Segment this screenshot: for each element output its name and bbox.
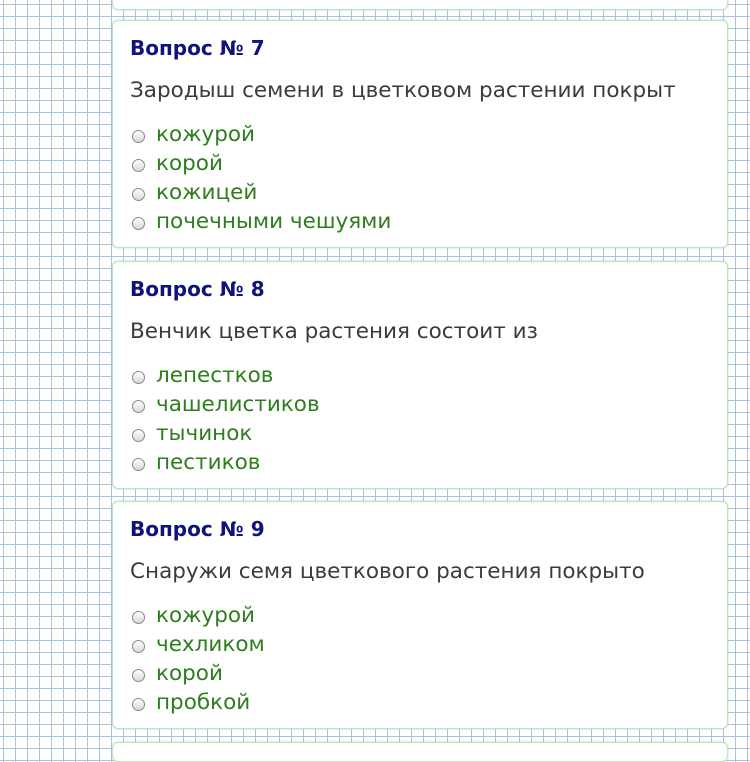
answer-option[interactable]	[132, 120, 391, 149]
previous-question-card	[112, 0, 728, 10]
radio-button-icon[interactable]	[132, 400, 145, 413]
radio-button-icon[interactable]	[132, 698, 145, 711]
question-title: Вопрос № 9	[130, 517, 265, 541]
answer-option[interactable]	[132, 361, 320, 390]
question-card-8	[112, 261, 728, 489]
answer-option-label[interactable]: пробкой	[156, 690, 251, 715]
radio-button-icon[interactable]	[132, 669, 145, 682]
radio-button-icon[interactable]	[132, 159, 145, 172]
radio-button-icon[interactable]	[132, 130, 145, 143]
question-title: Вопрос № 8	[130, 277, 265, 301]
answer-option-label[interactable]: чашелистиков	[156, 392, 320, 417]
question-title: Вопрос № 7	[130, 36, 265, 60]
answer-options	[132, 601, 265, 717]
answer-options	[132, 120, 391, 236]
answer-option-label[interactable]: корой	[156, 151, 223, 176]
answer-option[interactable]	[132, 149, 391, 178]
radio-button-icon[interactable]	[132, 458, 145, 471]
question-text: Снаружи семя цветкового растения покрыто	[130, 559, 645, 584]
question-text: Зародыш семени в цветковом растении покрыт	[130, 78, 676, 103]
radio-button-icon[interactable]	[132, 371, 145, 384]
answer-option[interactable]	[132, 448, 320, 477]
answer-option-label[interactable]: тычинок	[156, 421, 253, 446]
radio-button-icon[interactable]	[132, 640, 145, 653]
question-card-7	[112, 20, 728, 248]
radio-button-icon[interactable]	[132, 429, 145, 442]
answer-option-label[interactable]: пестиков	[156, 450, 261, 475]
answer-option[interactable]	[132, 390, 320, 419]
radio-button-icon[interactable]	[132, 217, 145, 230]
answer-option-label[interactable]: почечными чешуями	[156, 209, 392, 234]
answer-option[interactable]	[132, 207, 391, 236]
answer-option[interactable]	[132, 419, 320, 448]
next-question-card	[112, 742, 728, 762]
answer-option[interactable]	[132, 688, 265, 717]
answer-option[interactable]	[132, 630, 265, 659]
answer-option-label[interactable]: кожицей	[156, 180, 258, 205]
radio-button-icon[interactable]	[132, 188, 145, 201]
question-text: Венчик цветка растения состоит из	[130, 319, 538, 344]
answer-option-label[interactable]: кожурой	[156, 122, 256, 147]
answer-option[interactable]	[132, 178, 391, 207]
answer-options	[132, 361, 320, 477]
answer-option-label[interactable]: корой	[156, 661, 223, 686]
answer-option-label[interactable]: чехликом	[156, 632, 265, 657]
answer-option-label[interactable]: лепестков	[156, 363, 274, 388]
answer-option-label[interactable]: кожурой	[156, 603, 256, 628]
answer-option[interactable]	[132, 659, 265, 688]
radio-button-icon[interactable]	[132, 611, 145, 624]
answer-option[interactable]	[132, 601, 265, 630]
question-card-9	[112, 501, 728, 729]
